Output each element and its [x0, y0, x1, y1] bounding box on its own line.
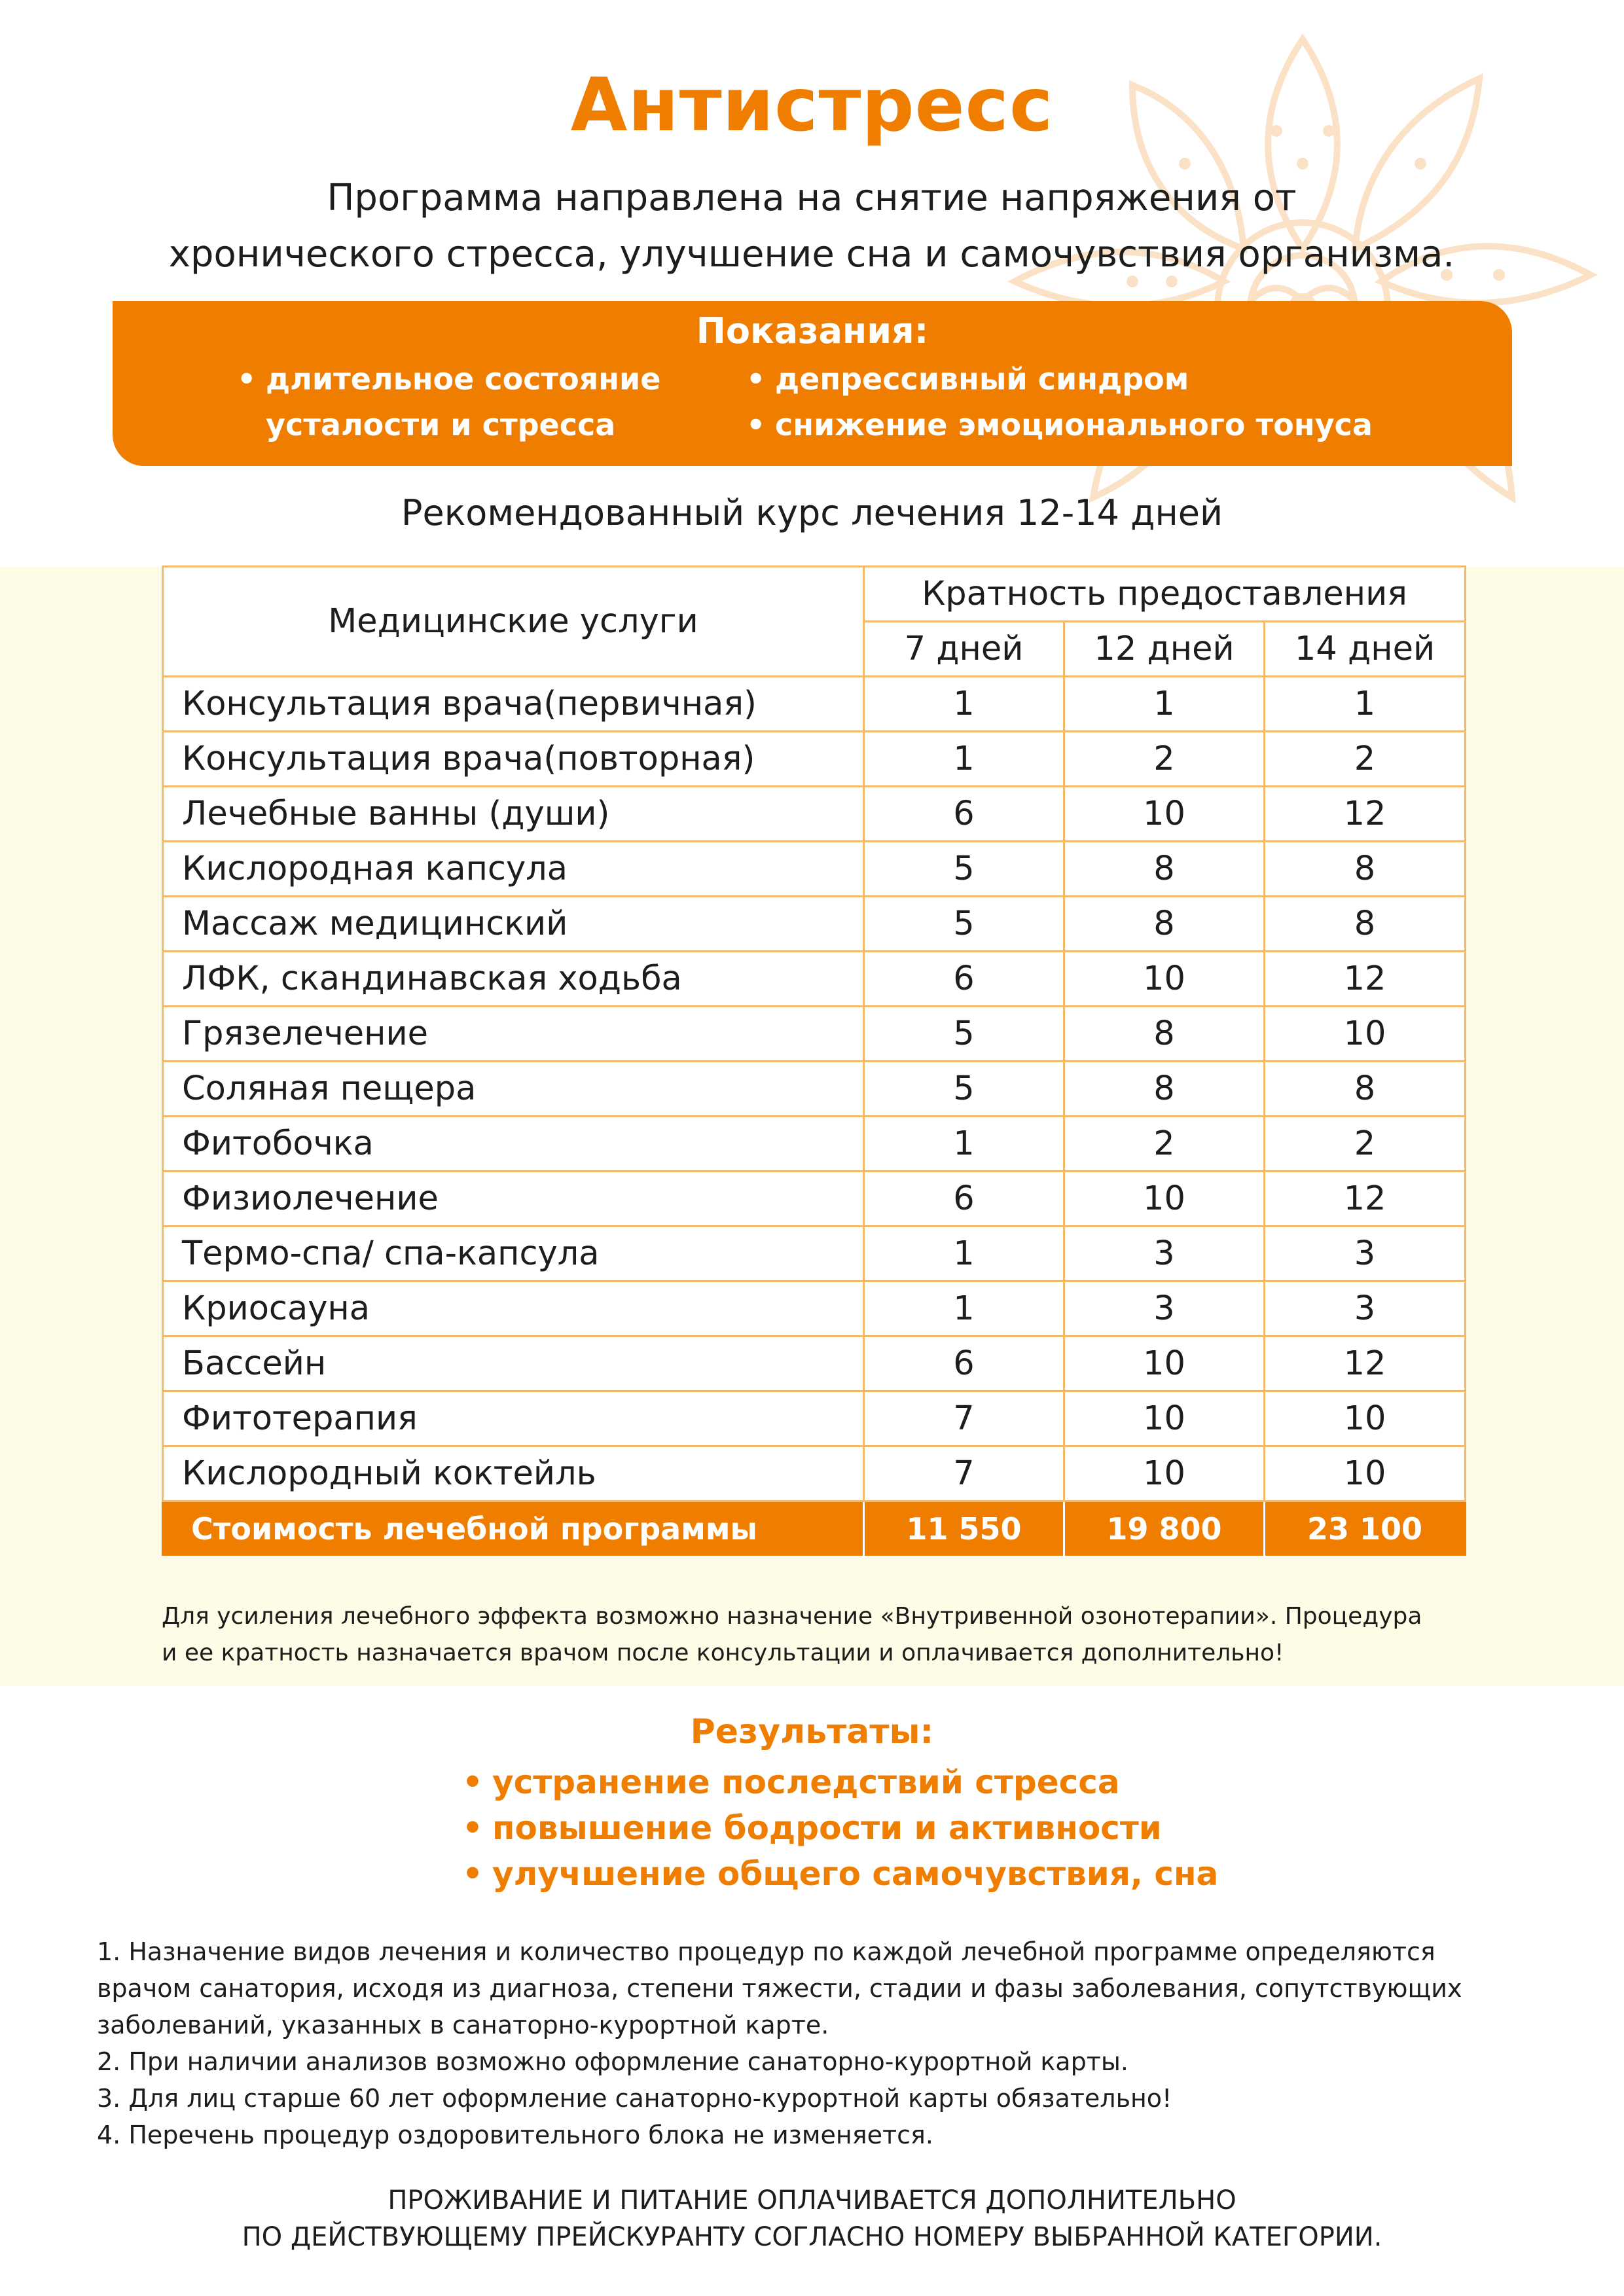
header-14-days: 14 дней	[1265, 622, 1466, 677]
count-7-days: 1	[864, 732, 1064, 787]
table-row	[163, 732, 1466, 787]
count-7-days: 5	[864, 897, 1064, 952]
table-row	[163, 1062, 1466, 1117]
count-7-days: 7	[864, 1446, 1064, 1501]
results-list	[462, 1759, 1218, 1897]
service-name: Кислородная капсула	[163, 842, 864, 897]
footnote-line: 2. При наличии анализов возможно оформление санаторно-курортной карты.	[97, 2047, 1128, 2076]
count-14-days: 8	[1265, 1062, 1466, 1117]
table-row	[163, 787, 1466, 842]
count-7-days: 1	[864, 1117, 1064, 1172]
header-frequency: Кратность предоставления	[864, 567, 1466, 622]
table-row	[163, 1227, 1466, 1282]
service-name: Грязелечение	[163, 1007, 864, 1062]
table-row	[163, 1336, 1466, 1391]
count-7-days: 5	[864, 1062, 1064, 1117]
count-7-days: 6	[864, 952, 1064, 1007]
count-7-days: 1	[864, 1282, 1064, 1336]
service-name: Консультация врача(первичная)	[163, 677, 864, 732]
indications-column-left	[237, 356, 660, 448]
ozone-therapy-note	[162, 1598, 1484, 1672]
table-row	[163, 897, 1466, 952]
count-12-days: 2	[1064, 1117, 1265, 1172]
service-name: Физиолечение	[163, 1172, 864, 1227]
indication-item: • депрессивный синдром	[746, 356, 1373, 402]
price-14-days: 23 100	[1265, 1501, 1466, 1557]
count-14-days: 12	[1265, 952, 1466, 1007]
count-12-days: 8	[1064, 897, 1265, 952]
count-12-days: 8	[1064, 1062, 1265, 1117]
recommended-course: Рекомендованный курс лечения 12-14 дней	[401, 492, 1223, 533]
count-14-days: 12	[1265, 1336, 1466, 1391]
count-7-days: 1	[864, 677, 1064, 732]
count-12-days: 8	[1064, 1007, 1265, 1062]
price-12-days: 19 800	[1064, 1501, 1265, 1557]
count-7-days: 6	[864, 1336, 1064, 1391]
table-row	[163, 842, 1466, 897]
total-cost-label: Стоимость лечебной программы	[163, 1501, 864, 1557]
header-12-days: 12 дней	[1064, 622, 1265, 677]
count-7-days: 6	[864, 787, 1064, 842]
result-item: • повышение бодрости и активности	[462, 1805, 1218, 1851]
results-title: Результаты:	[690, 1712, 934, 1751]
service-name: Консультация врача(повторная)	[163, 732, 864, 787]
count-14-days: 12	[1265, 787, 1466, 842]
table-row	[163, 1172, 1466, 1227]
count-12-days: 10	[1064, 1391, 1265, 1446]
page-title: Антистресс	[570, 63, 1054, 148]
accommodation-notice	[0, 2182, 1624, 2255]
result-item: • устранение последствий стресса	[462, 1759, 1218, 1805]
footnote-line: 1. Назначение видов лечения и количество процедур по каждой лечебной программе определяются	[97, 1937, 1435, 1966]
count-7-days: 1	[864, 1227, 1064, 1282]
count-12-days: 3	[1064, 1282, 1265, 1336]
description-line: Программа направлена на снятие напряжения от	[327, 177, 1297, 219]
count-12-days: 10	[1064, 1172, 1265, 1227]
count-14-days: 8	[1265, 842, 1466, 897]
total-cost-row	[163, 1501, 1466, 1557]
count-7-days: 7	[864, 1391, 1064, 1446]
note-line: Для усиления лечебного эффекта возможно назначение «Внутривенной озонотерапии». Процедура	[162, 1603, 1422, 1630]
indication-item	[237, 356, 660, 448]
count-14-days: 10	[1265, 1391, 1466, 1446]
service-name: Криосауна	[163, 1282, 864, 1336]
indication-item: • снижение эмоционального тонуса	[746, 402, 1373, 448]
indications-title: Показания:	[696, 310, 929, 351]
indication-text: усталости и стресса	[266, 407, 616, 442]
footnote-line: заболеваний, указанных в санаторно-курортной карте.	[97, 2011, 829, 2039]
count-12-days: 10	[1064, 1336, 1265, 1391]
table-row	[163, 1446, 1466, 1501]
service-name: Бассейн	[163, 1336, 864, 1391]
indication-text: • длительное состояние	[266, 361, 661, 397]
count-14-days: 2	[1265, 732, 1466, 787]
service-name: Соляная пещера	[163, 1062, 864, 1117]
service-name: Кислородный коктейль	[163, 1446, 864, 1501]
indications-banner	[113, 301, 1512, 466]
description-line: хронического стресса, улучшение сна и самочувствия организма.	[168, 233, 1455, 276]
result-item: • улучшение общего самочувствия, сна	[462, 1851, 1218, 1897]
header-services: Медицинские услуги	[163, 567, 864, 677]
price-7-days: 11 550	[864, 1501, 1064, 1557]
footnote-line: 3. Для лиц старше 60 лет оформление санаторно-курортной карты обязательно!	[97, 2084, 1172, 2113]
services-table	[162, 565, 1466, 1558]
count-12-days: 3	[1064, 1227, 1265, 1282]
indications-column-right	[746, 356, 1373, 448]
count-12-days: 2	[1064, 732, 1265, 787]
service-name: Массаж медицинский	[163, 897, 864, 952]
service-name: Фитобочка	[163, 1117, 864, 1172]
service-name: Фитотерапия	[163, 1391, 864, 1446]
footnotes	[97, 1933, 1537, 2153]
program-description	[105, 170, 1519, 283]
count-12-days: 8	[1064, 842, 1265, 897]
footnote-line: врачом санатория, исходя из диагноза, степени тяжести, стадии и фазы заболевания, сопутствующих	[97, 1974, 1462, 2003]
count-14-days: 8	[1265, 897, 1466, 952]
footnote-line: 4. Перечень процедур оздоровительного блока не изменяется.	[97, 2121, 933, 2149]
service-name: Термо-спа/ спа-капсула	[163, 1227, 864, 1282]
count-14-days: 2	[1265, 1117, 1466, 1172]
notice-line: ПРОЖИВАНИЕ И ПИТАНИЕ ОПЛАЧИВАЕТСЯ ДОПОЛНИТЕЛЬНО	[388, 2185, 1236, 2215]
note-line: и ее кратность назначается врачом после консультации и оплачивается дополнительно!	[162, 1640, 1284, 1666]
count-7-days: 6	[864, 1172, 1064, 1227]
table-row	[163, 677, 1466, 732]
count-12-days: 1	[1064, 677, 1265, 732]
table-row	[163, 1117, 1466, 1172]
notice-line: ПО ДЕЙСТВУЮЩЕМУ ПРЕЙСКУРАНТУ СОГЛАСНО НОМЕРУ ВЫБРАННОЙ КАТЕГОРИИ.	[242, 2222, 1382, 2252]
count-14-days: 12	[1265, 1172, 1466, 1227]
count-7-days: 5	[864, 842, 1064, 897]
count-7-days: 5	[864, 1007, 1064, 1062]
count-14-days: 3	[1265, 1227, 1466, 1282]
count-14-days: 10	[1265, 1446, 1466, 1501]
count-12-days: 10	[1064, 1446, 1265, 1501]
table-row	[163, 1391, 1466, 1446]
count-14-days: 10	[1265, 1007, 1466, 1062]
service-name: ЛФК, скандинавская ходьба	[163, 952, 864, 1007]
count-14-days: 3	[1265, 1282, 1466, 1336]
service-name: Лечебные ванны (души)	[163, 787, 864, 842]
header-7-days: 7 дней	[864, 622, 1064, 677]
count-12-days: 10	[1064, 787, 1265, 842]
count-14-days: 1	[1265, 677, 1466, 732]
count-12-days: 10	[1064, 952, 1265, 1007]
table-row	[163, 1007, 1466, 1062]
table-row	[163, 952, 1466, 1007]
table-row	[163, 1282, 1466, 1336]
